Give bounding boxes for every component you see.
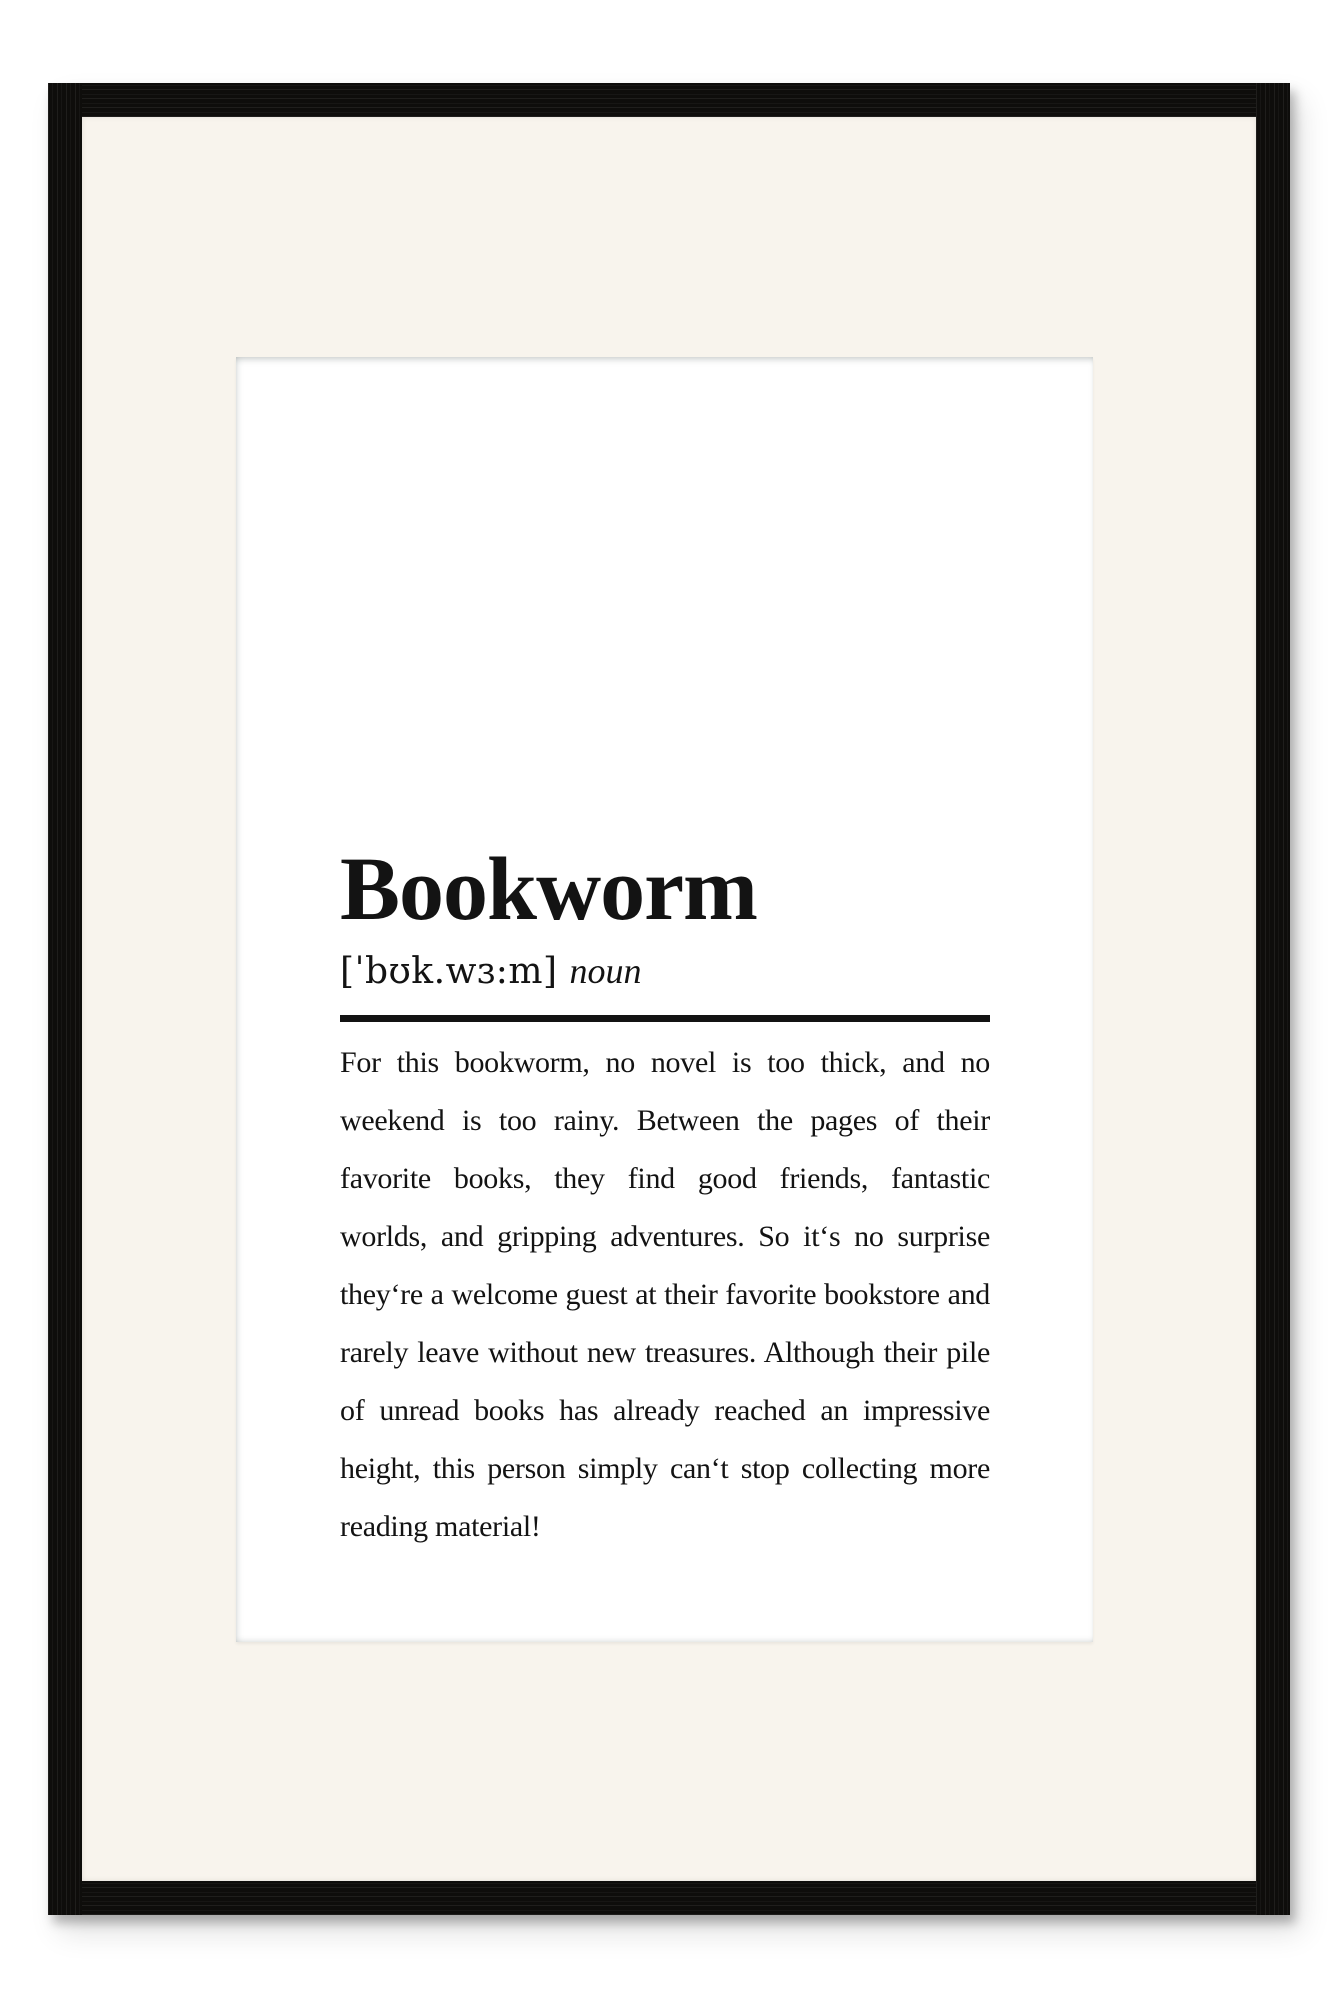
- part-of-speech: noun: [569, 951, 642, 991]
- mat-board: [82, 117, 1256, 1881]
- phonetic-line: [340, 949, 990, 994]
- definition-line: height, this person simply can‘t stop collecting more: [340, 1452, 990, 1485]
- phonetic-transcription: [ˈbʊk.wɜ:m]: [340, 951, 558, 992]
- definition-text: [340, 1034, 990, 1556]
- definition-line: favorite books, they find good friends, fantastic: [340, 1162, 990, 1195]
- poster-content: [340, 357, 990, 1556]
- divider-rule: [340, 1015, 990, 1022]
- definition-line: worlds, and gripping adventures. So it‘s no surprise: [340, 1220, 990, 1253]
- definition-line: rarely leave without new treasures. Although their pile: [340, 1336, 990, 1369]
- frame-edge-right: [1256, 83, 1290, 1915]
- frame-edge-bottom: [48, 1881, 1290, 1915]
- definition-line: of unread books has already reached an impressive: [340, 1394, 990, 1427]
- picture-frame: [48, 83, 1290, 1915]
- frame-edge-left: [48, 83, 82, 1915]
- definition-line: they‘re a welcome guest at their favorite bookstore and: [340, 1278, 990, 1311]
- frame-edge-top: [48, 83, 1290, 117]
- definition-line: For this bookworm, no novel is too thick, and no: [340, 1046, 990, 1079]
- art-print: [236, 357, 1093, 1642]
- definition-line: reading material!: [340, 1510, 541, 1543]
- definition-line: weekend is too rainy. Between the pages of their: [340, 1104, 990, 1137]
- poster-title: Bookworm: [340, 840, 757, 939]
